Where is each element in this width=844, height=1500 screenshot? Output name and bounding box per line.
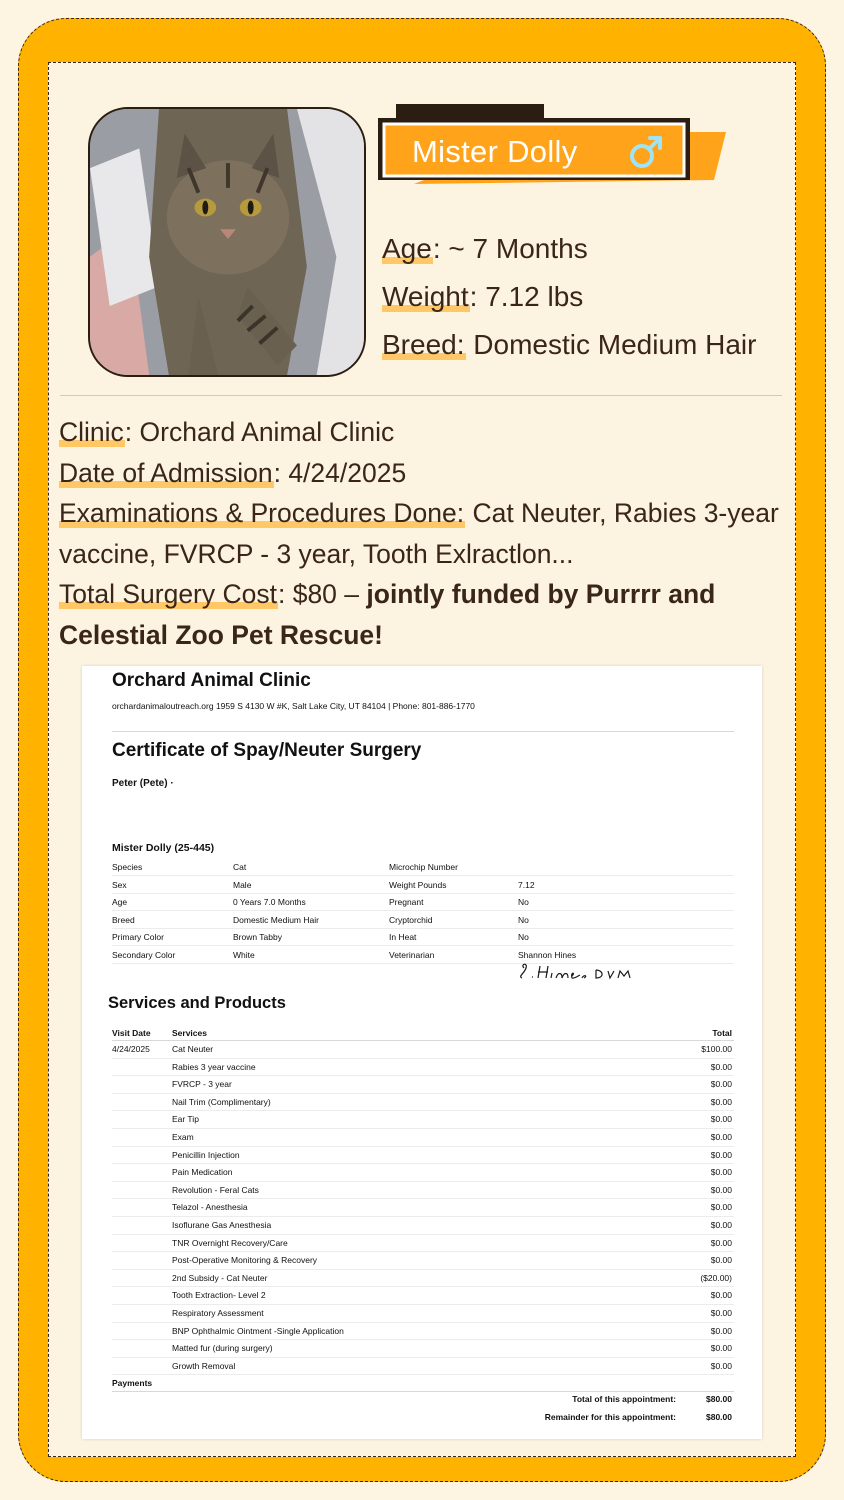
visit-date-header: Visit Date <box>112 1028 151 1038</box>
procedures-value: Cat Neuter, Rabies 3-year vaccine, FVRCP - 3 year, Tooth Exlractlon... <box>59 498 779 569</box>
service-name: Rabies 3 year vaccine <box>172 1061 256 1072</box>
detail-label: Age <box>112 897 128 908</box>
service-row <box>112 1182 734 1200</box>
certificate-rule <box>112 731 734 732</box>
detail-value: Shannon Hines <box>518 950 577 960</box>
weight-label: Weight <box>382 281 469 312</box>
detail-label: Primary Color <box>112 932 164 943</box>
services-header <box>112 1025 734 1041</box>
service-name: Exam <box>172 1132 194 1142</box>
service-total: $0.00 <box>710 1220 732 1230</box>
patient-name: Mister Dolly (25-445) <box>112 842 215 854</box>
age-value: : ~ 7 Months <box>432 233 588 264</box>
detail-label: Species <box>112 862 143 872</box>
detail-value: No <box>518 914 529 925</box>
service-row <box>112 1147 734 1165</box>
clinic-label: Clinic <box>59 417 124 447</box>
surgery-certificate <box>82 666 762 1439</box>
service-total: ($20.00) <box>700 1272 732 1283</box>
certificate-address: orchardanimaloutreach.org 1959 S 4130 W #K, Salt Lake City, UT 84104 | Phone: 801-886-1770 <box>112 701 475 711</box>
procedures-label: Examinations & Procedures Done: <box>59 498 465 528</box>
visit-date: 4/24/2025 <box>112 1044 150 1054</box>
service-total: $0.00 <box>710 1167 732 1178</box>
service-total: $0.00 <box>710 1096 732 1107</box>
service-name: Ear Tip <box>172 1114 199 1125</box>
service-total: $0.00 <box>710 1149 732 1160</box>
service-total: $0.00 <box>710 1308 732 1318</box>
service-row <box>112 1252 734 1270</box>
service-name: BNP Ophthalmic Ointment -Single Application <box>172 1325 344 1336</box>
services-title: Services and Products <box>108 994 286 1012</box>
service-name: Isoflurane Gas Anesthesia <box>172 1220 272 1230</box>
service-name: Respiratory Assessment <box>172 1308 264 1318</box>
service-row <box>112 1129 734 1147</box>
service-name: Telazol - Anesthesia <box>172 1202 248 1213</box>
detail-label: Veterinarian <box>389 950 435 960</box>
summary-section <box>59 412 783 655</box>
detail-value: Brown Tabby <box>233 932 282 943</box>
appointment-total-row <box>112 1392 734 1408</box>
breed-line <box>382 329 756 361</box>
service-name: Post-Operative Monitoring & Recovery <box>172 1255 318 1266</box>
admission-value: : 4/24/2025 <box>273 457 407 488</box>
clinic-line <box>59 412 783 453</box>
service-name: Growth Removal <box>172 1360 236 1371</box>
detail-row <box>112 876 734 894</box>
service-name: Penicillin Injection <box>172 1149 240 1160</box>
service-row <box>112 1287 734 1305</box>
detail-label: Microchip Number <box>389 862 458 872</box>
service-total: $0.00 <box>710 1079 732 1090</box>
service-total: $0.00 <box>710 1290 732 1301</box>
service-row <box>112 1235 734 1253</box>
owner-name: Peter (Pete) · <box>112 778 174 789</box>
service-name: Nail Trim (Complimentary) <box>172 1096 271 1107</box>
cost-value: : $80 – <box>277 579 367 609</box>
detail-value: 7.12 <box>518 879 535 890</box>
male-symbol-icon <box>626 132 666 172</box>
detail-label: Sex <box>112 879 127 890</box>
service-row <box>112 1358 734 1376</box>
section-divider <box>60 395 782 396</box>
service-row <box>112 1041 734 1059</box>
admission-line <box>59 453 783 494</box>
service-total: $0.00 <box>710 1184 732 1195</box>
procedures-line <box>59 493 783 574</box>
detail-value: 0 Years 7.0 Months <box>233 897 306 908</box>
detail-row <box>112 893 734 911</box>
cost-funding-note: jointly funded by Purrrr and Celestial Zoo Pet Rescue! <box>59 579 716 650</box>
certificate-title: Certificate of Spay/Neuter Surgery <box>112 740 422 761</box>
detail-label: Cryptorchid <box>389 914 433 925</box>
service-total: $0.00 <box>710 1061 732 1072</box>
service-total: $0.00 <box>710 1114 732 1125</box>
services-header-label: Services <box>172 1028 207 1038</box>
age-label: Age <box>382 233 432 264</box>
detail-value: Domestic Medium Hair <box>233 914 319 925</box>
breed-label: Breed: <box>382 329 465 360</box>
detail-value: White <box>233 950 255 960</box>
payments-row <box>112 1376 734 1392</box>
detail-label: Pregnant <box>389 897 424 908</box>
appointment-total-label: Total of this appointment: <box>572 1394 676 1404</box>
weight-line <box>382 281 583 313</box>
cost-label: Total Surgery Cost <box>59 579 277 609</box>
detail-label: Weight Pounds <box>389 879 447 890</box>
detail-row <box>112 911 734 929</box>
service-total: $0.00 <box>710 1132 732 1142</box>
payments-label: Payments <box>112 1378 153 1388</box>
service-row <box>112 1270 734 1288</box>
service-row <box>112 1199 734 1217</box>
detail-value: Male <box>233 879 252 890</box>
service-row <box>112 1305 734 1323</box>
service-row <box>112 1164 734 1182</box>
service-row <box>112 1094 734 1112</box>
service-name: Matted fur (during surgery) <box>172 1343 273 1354</box>
certificate-clinic-name: Orchard Animal Clinic <box>112 670 311 691</box>
breed-value: Domestic Medium Hair <box>465 329 757 360</box>
detail-label: Breed <box>112 914 135 925</box>
service-row <box>112 1340 734 1358</box>
total-header: Total <box>712 1028 732 1038</box>
detail-label: In Heat <box>389 932 417 943</box>
service-total: $0.00 <box>710 1237 732 1248</box>
weight-value: : 7.12 lbs <box>469 281 584 312</box>
admission-label: Date of Admission <box>59 457 273 488</box>
service-name: FVRCP - 3 year <box>172 1079 232 1090</box>
service-total: $0.00 <box>710 1255 732 1266</box>
detail-value: No <box>518 932 529 943</box>
detail-value: Cat <box>233 862 247 872</box>
clinic-value: : Orchard Animal Clinic <box>124 417 395 447</box>
service-name: Cat Neuter <box>172 1044 214 1054</box>
appointment-remainder-value: $80.00 <box>706 1412 732 1422</box>
appointment-remainder-label: Remainder for this appointment: <box>544 1412 676 1422</box>
service-row <box>112 1076 734 1094</box>
service-row <box>112 1111 734 1129</box>
service-total: $0.00 <box>710 1325 732 1336</box>
service-name: Revolution - Feral Cats <box>172 1184 259 1195</box>
appointment-remainder-row <box>112 1410 734 1426</box>
veterinarian-signature <box>518 962 668 982</box>
detail-value: No <box>518 897 529 908</box>
age-line <box>382 233 588 265</box>
service-total: $0.00 <box>710 1360 732 1371</box>
service-total: $0.00 <box>710 1343 732 1354</box>
service-name: Pain Medication <box>172 1167 233 1178</box>
cat-photo <box>88 107 366 377</box>
service-row <box>112 1217 734 1235</box>
service-name: 2nd Subsidy - Cat Neuter <box>172 1272 268 1283</box>
pet-name: Mister Dolly <box>412 134 578 169</box>
service-row <box>112 1323 734 1341</box>
detail-row <box>112 858 734 876</box>
appointment-total-value: $80.00 <box>706 1394 732 1404</box>
service-name: TNR Overnight Recovery/Care <box>172 1237 288 1248</box>
cat-photo-illustration <box>90 109 364 375</box>
service-total: $100.00 <box>701 1044 732 1054</box>
service-total: $0.00 <box>710 1202 732 1213</box>
detail-label: Secondary Color <box>112 950 176 960</box>
cost-line <box>59 574 783 655</box>
service-row <box>112 1059 734 1077</box>
detail-row <box>112 928 734 946</box>
service-name: Tooth Extraction- Level 2 <box>172 1290 266 1301</box>
